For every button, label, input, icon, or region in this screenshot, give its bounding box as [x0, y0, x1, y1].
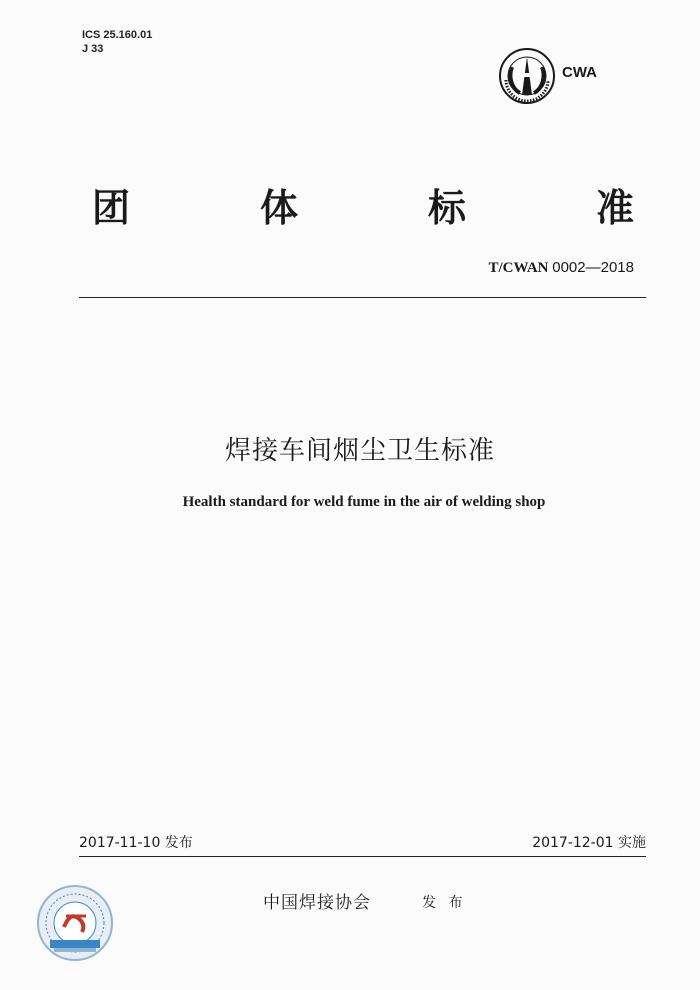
title-chinese: 焊接车间烟尘卫生标准: [224, 436, 495, 466]
standard-type-char: 体: [260, 186, 299, 230]
standard-type: [92, 183, 642, 233]
implementation-date: 2017-12-01 实施: [532, 835, 646, 851]
cwa-logo-icon: [498, 47, 556, 105]
standard-number-prefix: T/CWAN: [488, 260, 549, 276]
standard-type-char: 标: [428, 186, 467, 230]
publisher-name: 中国焊接协会: [263, 893, 371, 913]
title-english: Health standard for weld fume in the air of welding shop: [182, 494, 546, 510]
standard-number-suffix: 0002—2018: [552, 259, 634, 276]
standard-type-char: 团: [92, 186, 131, 230]
publish-verb: 发 布: [422, 895, 467, 911]
issue-date: 2017-11-10 发布: [79, 835, 193, 851]
ccs-code: J 33: [82, 43, 104, 55]
standard-type-char: 准: [596, 186, 635, 230]
ics-code: ICS 25.160.01: [82, 29, 153, 41]
top-divider: [79, 297, 646, 298]
certification-seal-icon: [36, 884, 114, 962]
standard-number: [488, 259, 634, 277]
org-abbrev: CWA: [562, 64, 597, 81]
bottom-divider: [79, 856, 646, 857]
